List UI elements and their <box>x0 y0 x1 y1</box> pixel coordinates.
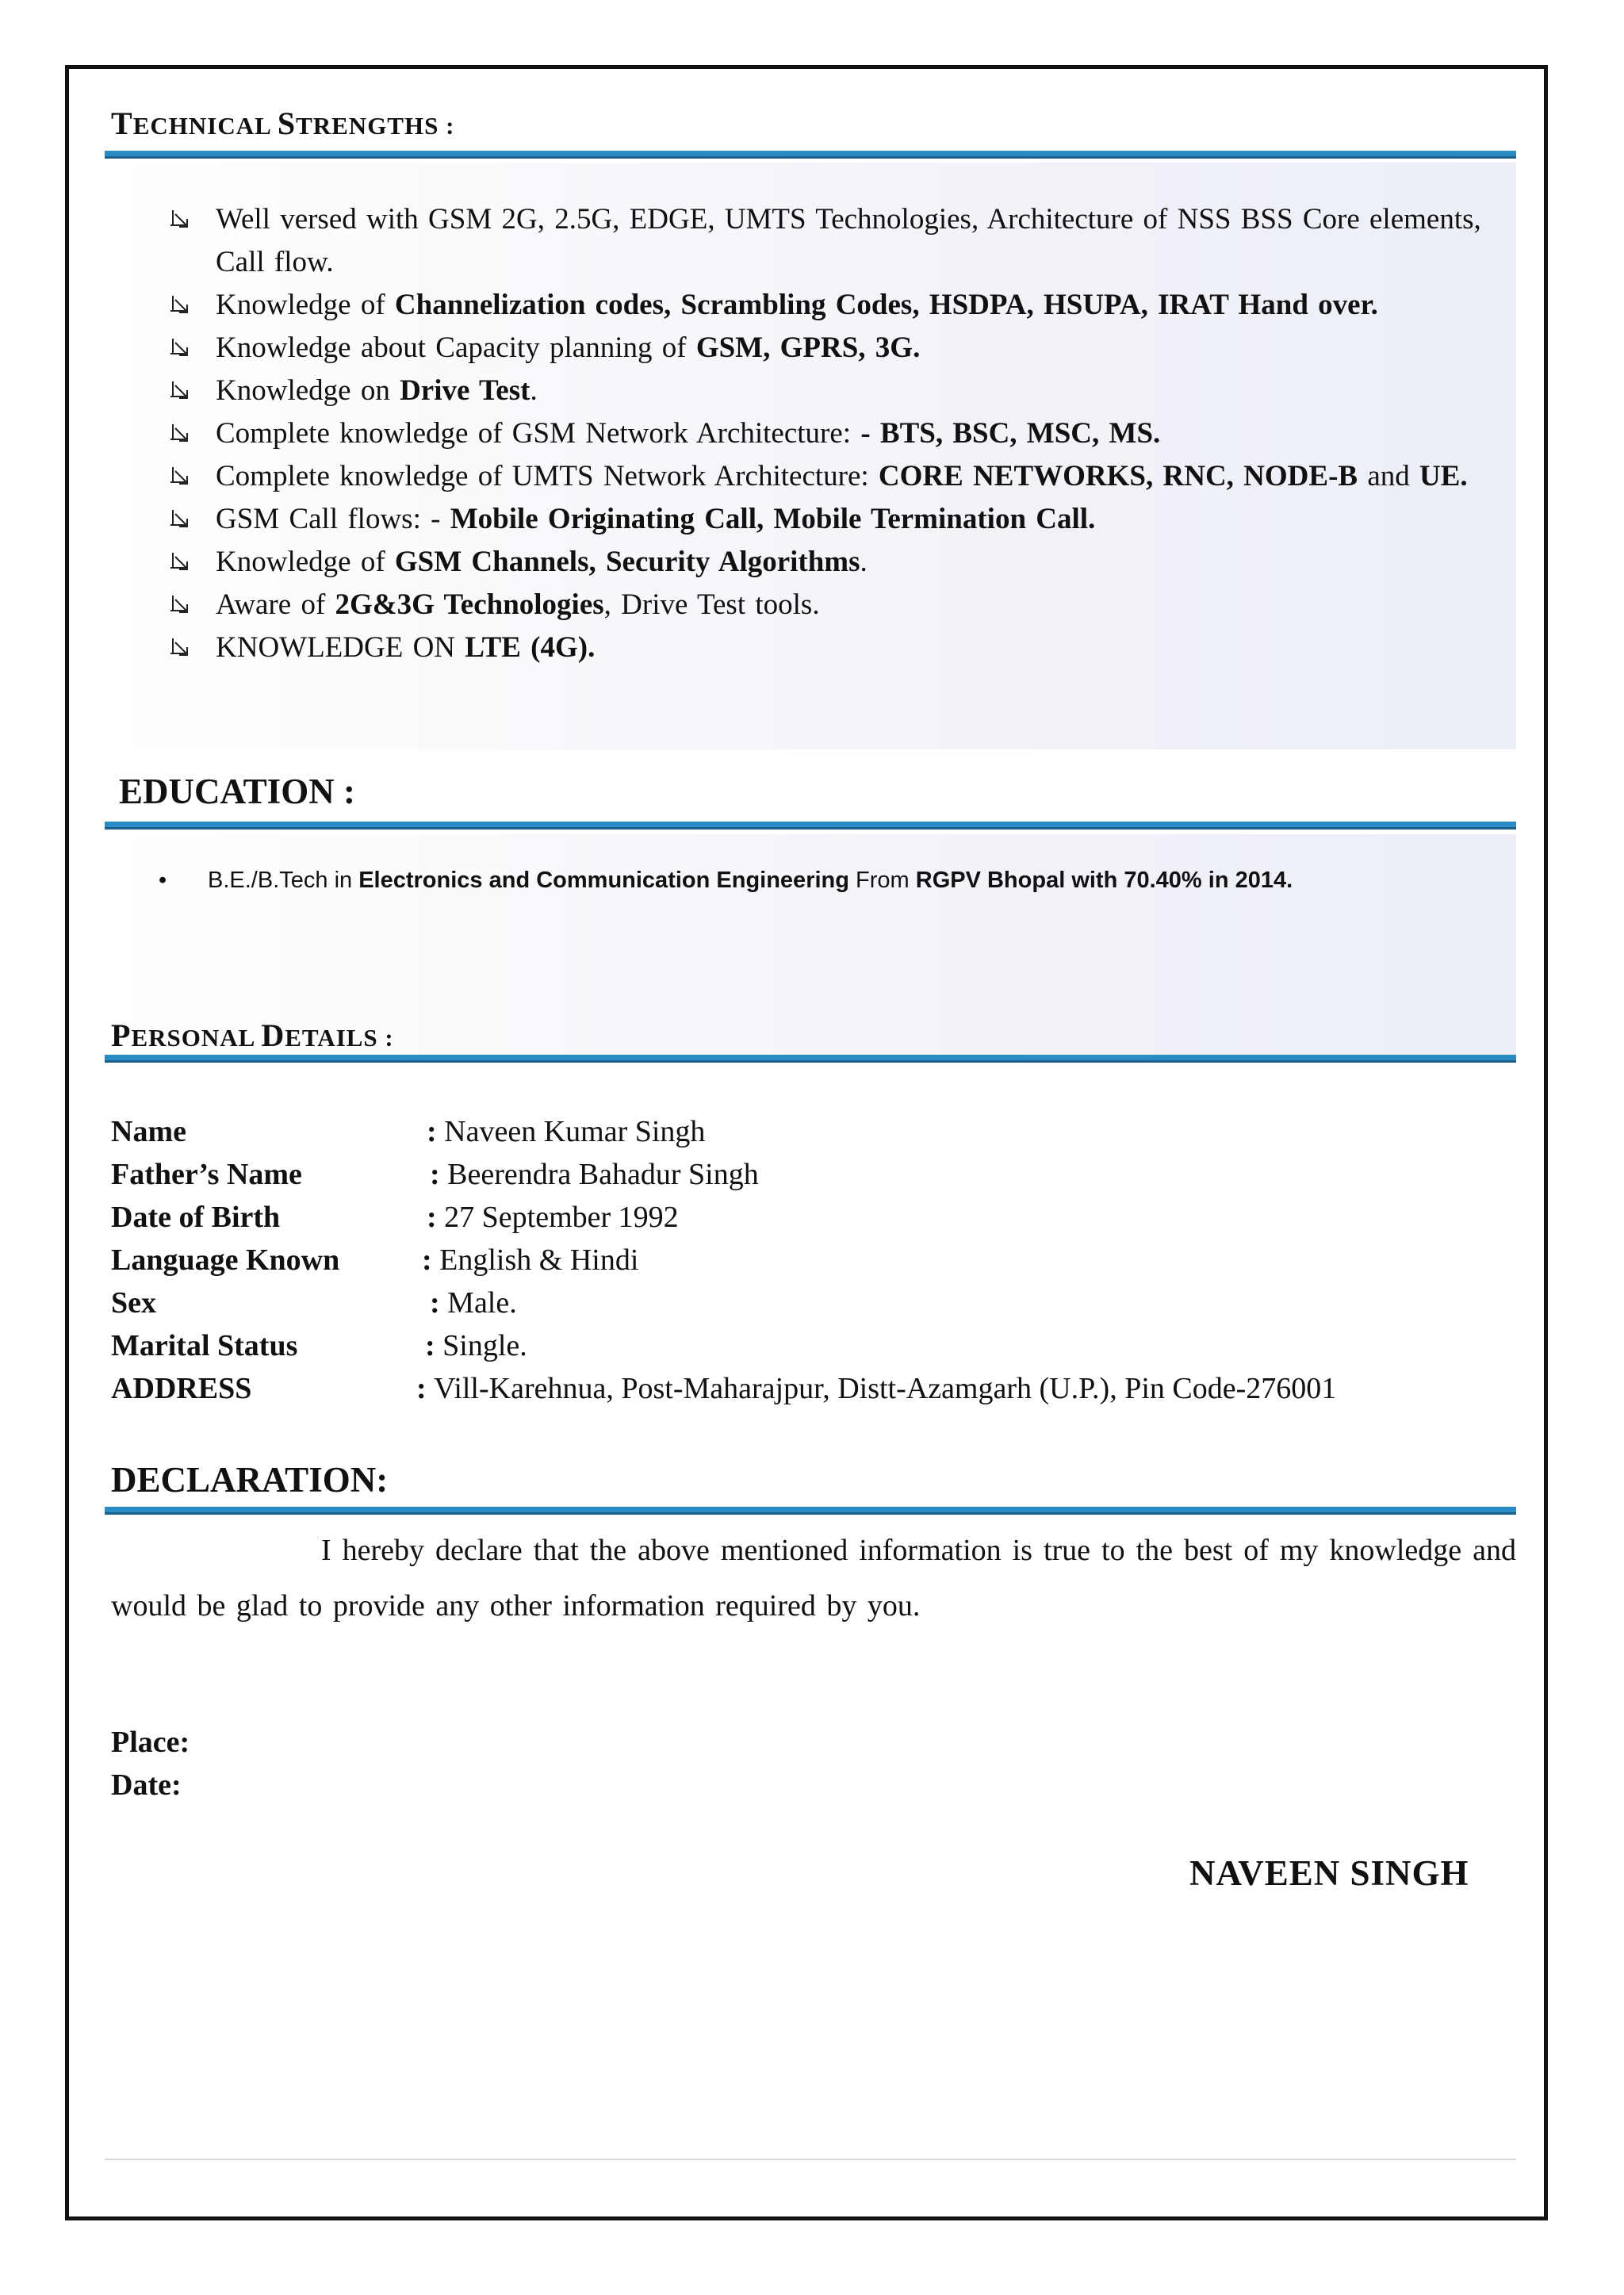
bold-text: RGPV Bhopal with 70.40% in 2014. <box>915 868 1293 893</box>
text-run: GSM Call flows: - <box>216 503 450 535</box>
detail-label: Date of Birth <box>111 1201 281 1234</box>
strength-item <box>168 626 1500 669</box>
text-run: B.E./B.Tech in <box>208 868 359 893</box>
arrow-bullet-icon <box>168 412 216 455</box>
strength-text <box>216 541 1500 584</box>
strength-text <box>216 198 1500 284</box>
strength-text <box>216 284 1500 327</box>
detail-value-text: Naveen Kumar Singh <box>444 1115 706 1148</box>
colon-separator: : <box>430 1158 448 1191</box>
personal-details-rule <box>105 1055 1516 1063</box>
colon-separator: : <box>430 1286 448 1320</box>
strength-text <box>216 455 1500 498</box>
strength-item <box>168 327 1500 370</box>
education-item <box>159 868 1293 894</box>
detail-label: Sex <box>111 1286 156 1320</box>
heading-part: S <box>277 105 297 141</box>
text-run: . <box>860 546 868 578</box>
declaration-text: I hereby declare that the above mentioned information is true to the best of my knowledge and would be glad to provide any other information required by you. <box>111 1534 1516 1623</box>
detail-value <box>427 1110 705 1153</box>
strength-text <box>216 327 1500 370</box>
detail-label: Name <box>111 1115 186 1148</box>
colon-separator: : <box>427 1115 445 1148</box>
bold-text: - BTS, BSC, MSC, MS. <box>860 417 1161 450</box>
detail-value-text: Single. <box>442 1329 527 1362</box>
text-run: From <box>848 868 916 893</box>
declaration-rule <box>105 1507 1516 1515</box>
technical-strengths-heading <box>111 105 454 142</box>
detail-label: Marital Status <box>111 1329 298 1362</box>
bold-text: Channelization codes, Scrambling Codes, HSDPA, HSUPA, IRAT Hand over. <box>394 289 1378 321</box>
heading-part: D <box>261 1017 285 1053</box>
personal-details-heading <box>111 1017 394 1054</box>
bold-text: 2G&3G Technologies <box>335 588 604 621</box>
heading-part: P <box>111 1017 132 1053</box>
declaration-heading: DECLARATION: <box>111 1460 389 1500</box>
arrow-bullet-icon <box>168 284 216 327</box>
strength-item <box>168 584 1500 626</box>
strength-item <box>168 412 1500 455</box>
strength-item <box>168 284 1500 327</box>
text-run: , Drive Test tools. <box>603 588 820 621</box>
arrow-bullet-icon <box>168 626 216 669</box>
text-run: . <box>530 374 538 407</box>
text-run: KNOWLEDGE ON <box>216 631 465 664</box>
text-run: and <box>1358 460 1420 492</box>
colon-separator: : <box>422 1243 440 1277</box>
arrow-bullet-icon <box>168 455 216 498</box>
text-run: Complete knowledge of GSM Network Architecture: <box>216 417 861 450</box>
education-text <box>208 868 1293 894</box>
detail-value <box>430 1282 517 1324</box>
detail-label: Father’s Name <box>111 1158 302 1191</box>
arrow-bullet-icon <box>168 498 216 541</box>
place-label: Place: <box>111 1726 190 1759</box>
education-rule <box>105 822 1516 829</box>
strength-text <box>216 370 1500 412</box>
technical-strengths-rule <box>105 151 1516 159</box>
detail-value-text: Male. <box>447 1286 517 1320</box>
bold-text: LTE (4G). <box>465 631 596 664</box>
heading-part: TRENGTHS : <box>296 112 455 140</box>
colon-separator: : <box>425 1329 443 1362</box>
detail-value-text: Vill-Karehnua, Post-Maharajpur, Distt-Azamgarh (U.P.), Pin Code-276001 <box>434 1372 1337 1405</box>
strength-item <box>168 455 1500 498</box>
text-run: Knowledge about Capacity planning of <box>216 331 696 364</box>
detail-label: Language Known <box>111 1243 340 1277</box>
text-run: Knowledge on <box>216 374 400 407</box>
place-date-block <box>111 1721 190 1806</box>
heading-part: T <box>111 105 133 141</box>
strength-item <box>168 198 1500 284</box>
bold-text: Electronics and Communication Engineering <box>358 868 849 893</box>
text-run: Knowledge of <box>216 546 395 578</box>
heading-part: ERSONAL <box>131 1024 262 1052</box>
strength-text <box>216 626 1500 669</box>
text-run: Well versed with GSM 2G, 2.5G, EDGE, UMTS Technologies, Architecture of NSS BSS Core elements, Call flow. <box>216 203 1481 278</box>
detail-value <box>416 1367 1336 1410</box>
technical-strengths-list <box>168 198 1500 669</box>
strength-item <box>168 370 1500 412</box>
bold-text: GSM Channels, Security Algorithms <box>394 546 860 578</box>
detail-value <box>430 1153 759 1196</box>
detail-value-text: 27 September 1992 <box>444 1201 679 1234</box>
detail-value-text: Beerendra Bahadur Singh <box>447 1158 759 1191</box>
detail-value-text: English & Hindi <box>439 1243 639 1277</box>
strength-item <box>168 498 1500 541</box>
arrow-bullet-icon <box>168 541 216 584</box>
detail-label: ADDRESS <box>111 1372 252 1405</box>
detail-value <box>425 1324 527 1367</box>
strength-item <box>168 541 1500 584</box>
colon-separator: : <box>427 1201 445 1234</box>
arrow-bullet-icon <box>168 370 216 412</box>
heading-part: ECHNICAL <box>132 112 278 140</box>
text-run: Aware of <box>216 588 335 621</box>
arrow-bullet-icon <box>168 584 216 626</box>
bold-text: Drive Test <box>400 374 530 407</box>
signature-name: NAVEEN SINGH <box>1189 1853 1469 1893</box>
strength-text <box>216 584 1500 626</box>
bold-text: UE. <box>1419 460 1468 492</box>
text-run: Complete knowledge of UMTS Network Architecture: <box>216 460 879 492</box>
footer-rule <box>105 2159 1516 2160</box>
education-heading: EDUCATION : <box>119 772 355 811</box>
heading-part: ETAILS : <box>285 1024 394 1052</box>
arrow-bullet-icon <box>168 327 216 370</box>
strength-text <box>216 498 1500 541</box>
strength-text <box>216 412 1500 455</box>
bold-text: CORE NETWORKS, RNC, NODE-B <box>878 460 1358 492</box>
bold-text: Mobile Originating Call, Mobile Termination Call. <box>450 503 1096 535</box>
text-run: Knowledge of <box>216 289 395 321</box>
colon-separator: : <box>416 1372 435 1405</box>
arrow-bullet-icon <box>168 198 216 241</box>
bullet-dot: • <box>159 868 167 893</box>
detail-value <box>427 1196 679 1239</box>
bold-text: GSM, GPRS, 3G. <box>695 331 921 364</box>
detail-value <box>422 1239 638 1282</box>
date-label: Date: <box>111 1768 182 1802</box>
